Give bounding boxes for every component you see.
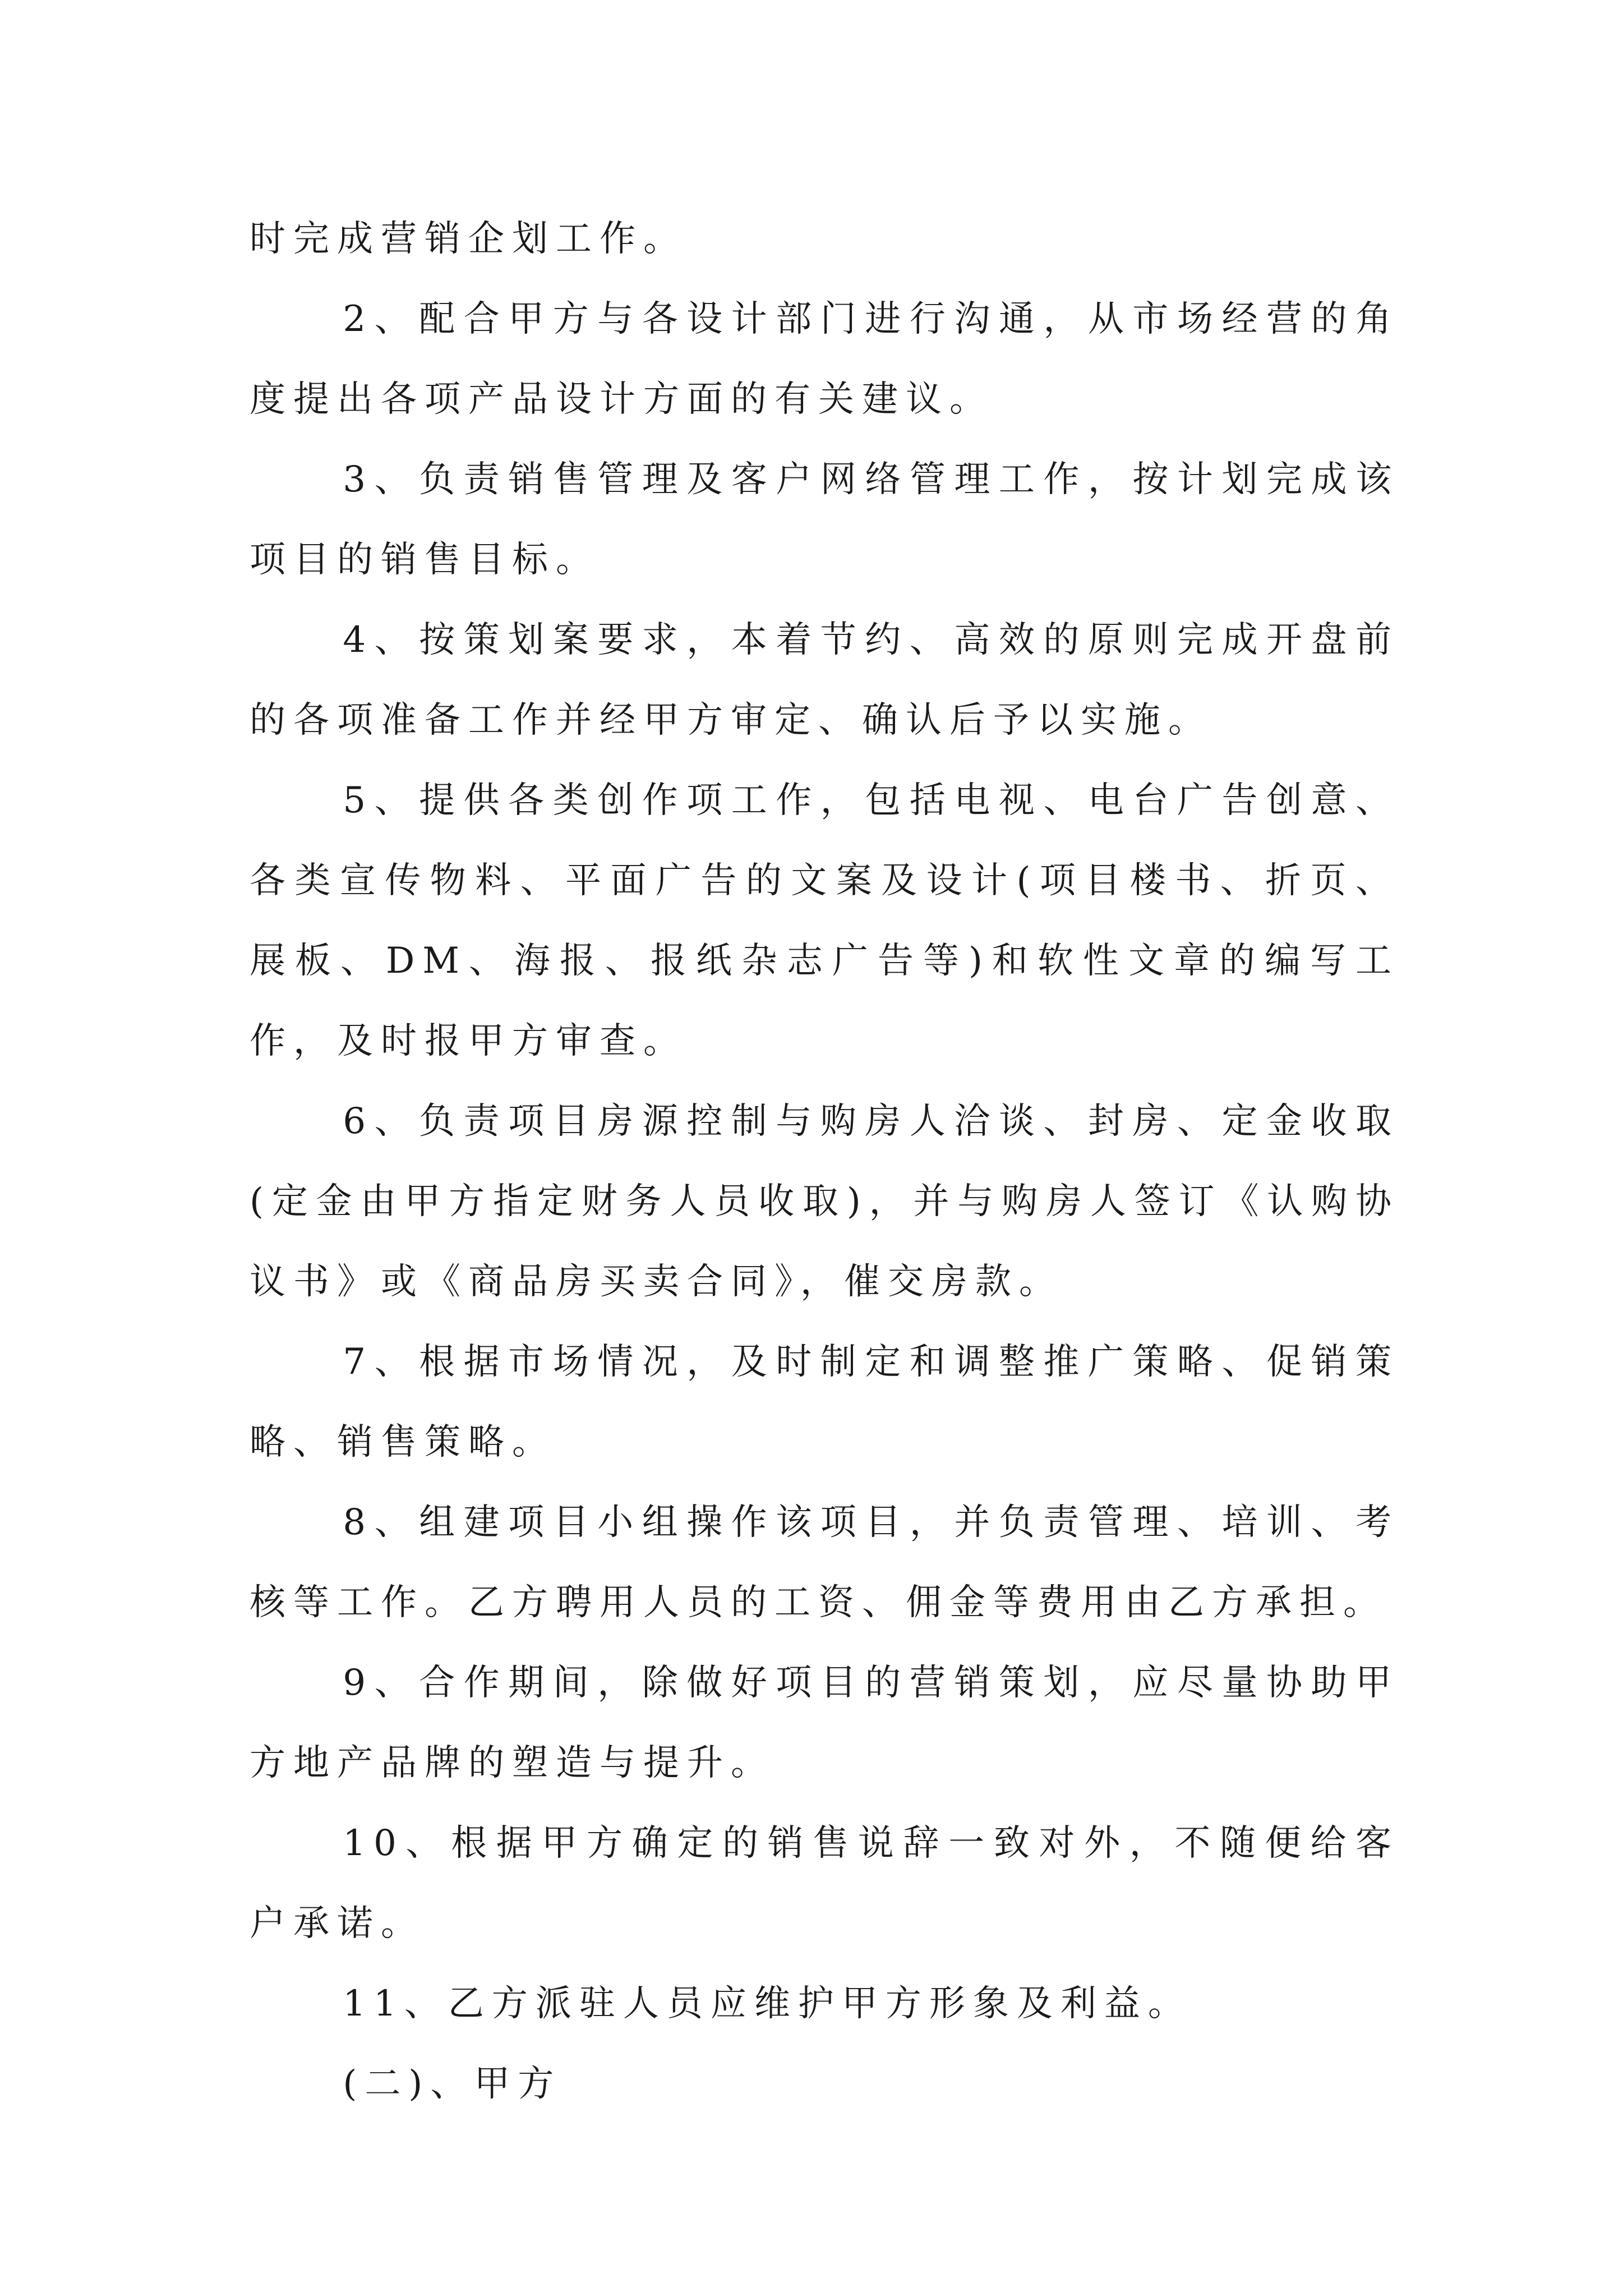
paragraph-item-6: 6、负责项目房源控制与购房人洽谈、封房、定金收取(定金由甲方指定财务人员收取)，并与购房人签订《认购协议书》或《商品房买卖合同》，催交房款。 [250,1101,1399,1303]
section-heading-party-a: (二)、甲方 [343,2063,562,2105]
paragraph-item-3: 3、负责销售管理及客户网络管理工作，按计划完成该项目的销售目标。 [250,459,1399,581]
paragraph-item-7: 7、根据市场情况，及时制定和调整推广策略、促销策略、销售策略。 [250,1341,1399,1463]
paragraph-item-9: 9、合作期间，除做好项目的营销策划，应尽量协助甲方地产品牌的塑造与提升。 [250,1662,1399,1784]
paragraph-item-11: 11、乙方派驻人员应维护甲方形象及利益。 [343,1983,1192,2024]
paragraph-item-2: 2、配合甲方与各设计部门进行沟通，从市场经营的角度提出各项产品设计方面的有关建议。 [250,298,1399,420]
paragraph-item-5: 5、提供各类创作项工作，包括电视、电台广告创意、各类宣传物料、平面广告的文案及设计(项目楼书、折页、展板、DM、海报、报纸杂志广告等)和软性文章的编写工作，及时报甲方审查。 [250,780,1399,1062]
paragraph-item-10: 10、根据甲方确定的销售说辞一致对外，不随便给客户承诺。 [250,1823,1399,1944]
paragraph-item-8: 8、组建项目小组操作该项目，并负责管理、培训、考核等工作。乙方聘用人员的工资、佣金等费用由乙方承担。 [250,1502,1399,1623]
document-body [250,199,1399,2124]
paragraph-item-4: 4、按策划案要求，本着节约、高效的原则完成开盘前的各项准备工作并经甲方审定、确认后予以实施。 [250,619,1399,741]
paragraph-continuation: 时完成营销企划工作。 [250,218,687,260]
